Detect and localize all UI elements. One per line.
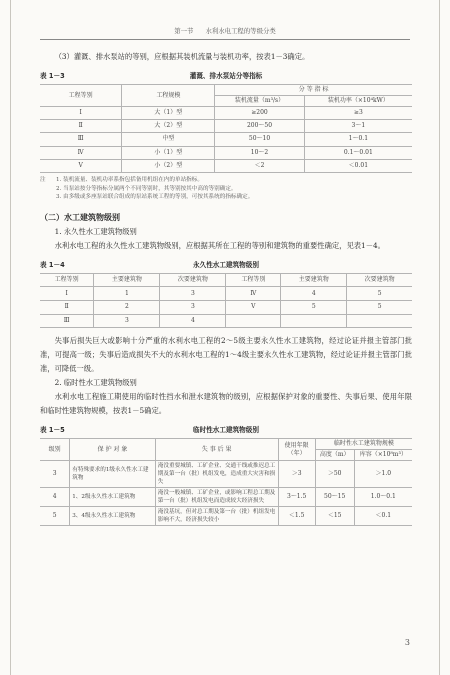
table-cell: ＞3: [278, 461, 315, 488]
table-row: [40, 133, 412, 146]
table-header-cell: 失 事 后 果: [155, 439, 278, 461]
table-cell: Ⅲ: [40, 314, 94, 328]
table-cell: Ⅴ: [226, 300, 281, 314]
table-row: [40, 159, 412, 172]
page-number: 3: [404, 638, 410, 647]
table-cell: 50～10: [215, 133, 304, 146]
table-header-cell: 工程等别: [226, 273, 281, 287]
table-cell: 5: [347, 300, 412, 314]
page-border-left: [10, 0, 11, 675]
table-row: [40, 300, 412, 314]
table-cell: ＜0.01: [304, 159, 412, 172]
table-cell: Ⅱ: [40, 300, 94, 314]
table-number: 表 1－5: [40, 426, 65, 435]
table-cell: Ⅲ: [40, 133, 122, 146]
paragraph: 失事后损失巨大或影响十分严重的水利水电工程的2～5级主要永久性水工建筑物，经过论证并报主管部门批准，可提高一级；失事后造成损失不大的水利水电工程的1～4级主要永久性水工建筑物，经过论证并报主管部门批准，可降低一级。: [40, 336, 412, 374]
table-header-cell: 次要建筑物: [160, 273, 226, 287]
table-title: 永久性水工建筑物级别: [193, 260, 259, 269]
table-cell: 10～2: [215, 146, 304, 159]
table-header-cell: 装机功率（×10⁴kW）: [304, 96, 412, 107]
table-cell: Ⅱ: [40, 120, 122, 133]
table-notes: [40, 176, 412, 202]
table-cell: 5: [347, 287, 412, 301]
table-cell: 3: [160, 300, 226, 314]
table-cell: [281, 314, 347, 328]
table-title: 临时性水工建筑物级别: [193, 426, 259, 435]
table-cell: Ⅰ: [40, 287, 94, 301]
table-row: [40, 507, 412, 526]
table-cell: 2: [94, 300, 160, 314]
note-item: 3. 由多级或多座泵站联合组成的泵站系统工程的等别，可按其系统的指标确定。: [56, 194, 254, 201]
table-1-4: [40, 273, 412, 328]
page-content: [40, 50, 412, 526]
running-header: [40, 26, 410, 40]
table-cell: 淹没重要城镇、工矿企业、交通干线或推迟总工期及第一台（批）机组发电，造成重大灾害和损失: [155, 461, 278, 488]
table-header-row: [40, 273, 412, 287]
table-cell: 淹没一般城镇、工矿企业，或影响工程总工期及第一台（批）机组发电而造成较大经济损失: [155, 488, 278, 507]
table-cell: 3、4级永久性水工建筑物: [70, 507, 156, 526]
table-1-5: [40, 438, 412, 526]
table-cell: 3: [40, 461, 70, 488]
table-cell: 淹没基坑，但对总工期及第一台（批）机组发电影响不大，经济损失较小: [155, 507, 278, 526]
table-header-cell: 级别: [40, 439, 70, 461]
table-cell: 200～50: [215, 120, 304, 133]
table-1-3: [40, 84, 412, 173]
table-cell: Ⅰ: [40, 107, 122, 120]
table-cell: 大（2）型: [122, 120, 215, 133]
table-cell: 中型: [122, 133, 215, 146]
table-header-group: 分 等 指 标: [215, 85, 412, 96]
table-cell: 1、2级永久性水工建筑物: [70, 488, 156, 507]
table-cell: ＞1.0: [354, 461, 412, 488]
table-title: 灌溉、排水泵站分等指标: [189, 72, 263, 80]
table-header-cell: 主要建筑物: [281, 273, 347, 287]
table-header-cell: 主要建筑物: [94, 273, 160, 287]
paragraph: 水利水电工程的永久性水工建筑物级别，应根据其所在工程的等别和建筑物的重要性确定，见表1－4。: [54, 240, 385, 250]
table-row: [40, 314, 412, 328]
table-cell: 4: [40, 488, 70, 507]
subsection-heading: 1. 永久性水工建筑物级别: [54, 226, 137, 236]
table-cell: ≥3: [304, 107, 412, 120]
table-cell: 3: [94, 314, 160, 328]
table-cell: 5: [40, 507, 70, 526]
header-title: 水利水电工程的等级分类: [205, 27, 276, 35]
table-1-5-caption: [40, 426, 412, 435]
table-row: [40, 287, 412, 301]
table-cell: ＜0.1: [354, 507, 412, 526]
table-cell: 5: [281, 300, 347, 314]
table-cell: ≥200: [215, 107, 304, 120]
table-1-4-caption: [40, 261, 412, 270]
table-cell: ＞50: [315, 461, 354, 488]
table-header-cell: 保 护 对 象: [70, 439, 156, 461]
note-item: 1. 装机流量、装机功率系指包括备用机组在内的单站指标。: [56, 176, 203, 183]
table-cell: 0.1～0.01: [304, 146, 412, 159]
table-cell: 50～15: [315, 488, 354, 507]
table-cell: Ⅳ: [40, 146, 122, 159]
table-cell: Ⅳ: [226, 287, 281, 301]
table-1-3-caption: [40, 72, 412, 81]
table-cell: 有特殊要求的1级永久性水工建筑物: [70, 461, 156, 488]
table-cell: 大（1）型: [122, 107, 215, 120]
table-cell: Ⅴ: [40, 159, 122, 172]
table-cell: 4: [160, 314, 226, 328]
table-row: [40, 461, 412, 488]
table-cell: 1.0～0.1: [354, 488, 412, 507]
table-cell: 3: [160, 287, 226, 301]
subsection-heading: 2. 临时性水工建筑物级别: [54, 378, 137, 388]
paragraph: 水利水电工程施工期使用的临时性挡水和泄水建筑物的级别，应根据保护对象的重要性、失事后果、使用年限和临时性建筑物规模，按表1－5确定。: [40, 392, 412, 416]
table-number: 表 1－4: [40, 260, 65, 269]
table-header-cell: 次要建筑物: [347, 273, 412, 287]
page-border-right: [439, 0, 440, 675]
intro-paragraph: （3）灌溉、排水泵站的等别，应根据其装机流量与装机功率，按表1－3确定。: [54, 52, 310, 61]
table-header-group: 临时性水工建筑物规模: [315, 439, 412, 450]
table-header-cell: 库容（×10⁸m³）: [354, 450, 412, 461]
table-cell: 小（2）型: [122, 159, 215, 172]
table-header-cell: 工程等别: [40, 85, 122, 107]
table-header-cell: 使用年限（年）: [278, 439, 315, 461]
table-row: [40, 107, 412, 120]
table-header-cell: 工程等别: [40, 273, 94, 287]
table-cell: 3～1.5: [278, 488, 315, 507]
table-cell: ＜1.5: [278, 507, 315, 526]
table-cell: ＜2: [215, 159, 304, 172]
note-item: 2. 当泵站按分等指标分属两个不同等别时，其等别按其中高的等别确定。: [56, 185, 237, 192]
table-number: 表 1－3: [40, 72, 65, 80]
table-cell: [347, 314, 412, 328]
table-header-cell: 工程规模: [122, 85, 215, 107]
table-header-cell: 高度（m）: [315, 450, 354, 461]
header-section: 第一节: [174, 27, 194, 35]
table-row: [40, 146, 412, 159]
table-header-cell: 装机流量（m³/s）: [215, 96, 304, 107]
table-cell: 4: [281, 287, 347, 301]
table-cell: 小（1）型: [122, 146, 215, 159]
table-cell: 1: [94, 287, 160, 301]
notes-label: 注: [40, 176, 46, 183]
section-heading: （二）水工建筑物级别: [40, 212, 120, 222]
table-cell: [226, 314, 281, 328]
table-row: [40, 120, 412, 133]
table-row: [40, 488, 412, 507]
table-cell: 1～0.1: [304, 133, 412, 146]
table-cell: ＜15: [315, 507, 354, 526]
table-cell: 3～1: [304, 120, 412, 133]
